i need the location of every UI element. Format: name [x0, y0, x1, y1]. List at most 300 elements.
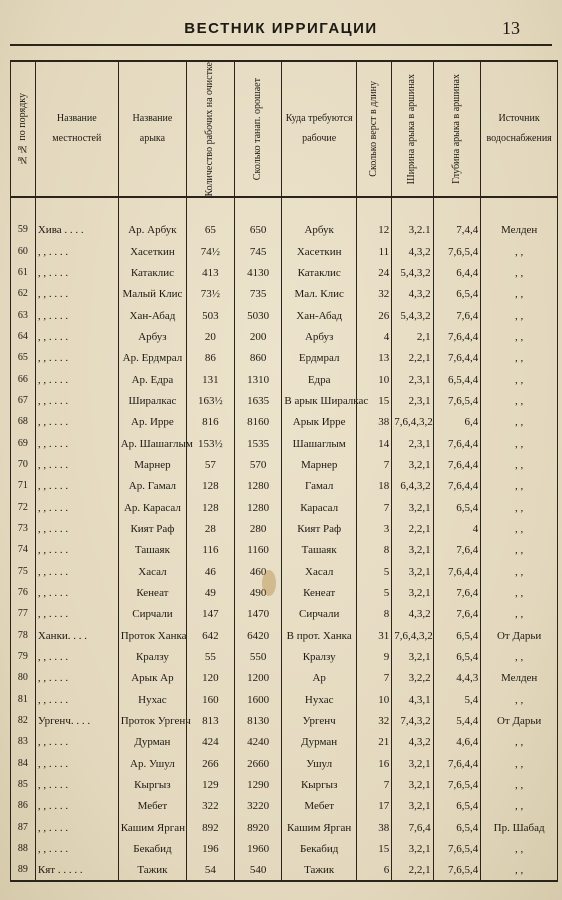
cell-water-source: , , [481, 582, 558, 603]
cell-depth-arshin: 4,6,4 [433, 732, 481, 753]
cell-tanap-irrigated: 1200 [234, 668, 282, 689]
cell-row-number: 68 [11, 412, 36, 433]
cell-width-arshin: 2,3,1 [392, 369, 433, 390]
cell-water-source: Мелден [481, 668, 558, 689]
cell-locality: , , . . . . [35, 305, 118, 326]
cell-locality: , , . . . . [35, 540, 118, 561]
cell-locality: , , . . . . [35, 668, 118, 689]
cell-destination: Кыргыз [282, 774, 357, 795]
cell-tanap-irrigated: 1960 [234, 838, 282, 859]
cell-row-number: 89 [11, 860, 36, 881]
cell-length-versts: 26 [356, 305, 391, 326]
cell-row-number: 74 [11, 540, 36, 561]
cell-canal-name: Ширалкас [118, 390, 186, 411]
cell-row-number: 77 [11, 604, 36, 625]
cell-canal-name: Хасеткин [118, 241, 186, 262]
cell-locality: Ургенч. . . . [35, 710, 118, 731]
cell-tanap-irrigated: 490 [234, 582, 282, 603]
table-row [11, 348, 558, 369]
cell-workers-count: 892 [187, 817, 235, 838]
cell-destination: Ушул [282, 753, 357, 774]
cell-row-number: 69 [11, 433, 36, 454]
cell-width-arshin: 3,2.1 [392, 219, 433, 240]
cell-destination: Мал. Клис [282, 284, 357, 305]
cell-canal-name: Кыргыз [118, 774, 186, 795]
cell-length-versts: 5 [356, 582, 391, 603]
table-row [11, 540, 558, 561]
cell-canal-name: Тажик [118, 860, 186, 881]
cell-locality: , , . . . . [35, 774, 118, 795]
cell-tanap-irrigated: 1600 [234, 689, 282, 710]
cell-canal-name: Ар. Шашаглым [118, 433, 186, 454]
cell-canal-name: Кенеат [118, 582, 186, 603]
cell-water-source: , , [481, 732, 558, 753]
cell-destination: Ташаяк [282, 540, 357, 561]
cell-depth-arshin: 7,6,4,4 [433, 753, 481, 774]
table-spacer-row [11, 197, 558, 219]
cell-row-number: 60 [11, 241, 36, 262]
cell-length-versts: 15 [356, 390, 391, 411]
cell-row-number: 66 [11, 369, 36, 390]
cell-water-source: , , [481, 454, 558, 475]
cell-locality: , , . . . . [35, 561, 118, 582]
cell-water-source: От Дарьи [481, 710, 558, 731]
cell-destination: Катаклис [282, 262, 357, 283]
table-row [11, 497, 558, 518]
cell-locality: , , . . . . [35, 732, 118, 753]
cell-canal-name: Сирчали [118, 604, 186, 625]
cell-row-number: 63 [11, 305, 36, 326]
cell-depth-arshin: 6,5,4 [433, 646, 481, 667]
cell-water-source: , , [481, 604, 558, 625]
cell-length-versts: 5 [356, 561, 391, 582]
cell-destination: В прот. Ханка [282, 625, 357, 646]
cell-workers-count: 642 [187, 625, 235, 646]
cell-destination: Марнер [282, 454, 357, 475]
cell-workers-count: 20 [187, 326, 235, 347]
cell-tanap-irrigated: 550 [234, 646, 282, 667]
cell-destination: Арык Ирре [282, 412, 357, 433]
cell-workers-count: 424 [187, 732, 235, 753]
cell-workers-count: 57 [187, 454, 235, 475]
cell-length-versts: 8 [356, 540, 391, 561]
cell-workers-count: 816 [187, 412, 235, 433]
table-row [11, 689, 558, 710]
cell-workers-count: 196 [187, 838, 235, 859]
cell-canal-name: Бекабид [118, 838, 186, 859]
cell-canal-name: Арык Ар [118, 668, 186, 689]
cell-depth-arshin: 7,6,4 [433, 604, 481, 625]
cell-width-arshin: 2,3,1 [392, 390, 433, 411]
cell-tanap-irrigated: 1280 [234, 476, 282, 497]
cell-length-versts: 11 [356, 241, 391, 262]
cell-width-arshin: 6,4,3,2 [392, 476, 433, 497]
cell-row-number: 76 [11, 582, 36, 603]
cell-tanap-irrigated: 1160 [234, 540, 282, 561]
cell-depth-arshin: 6,4 [433, 412, 481, 433]
cell-canal-name: Хасал [118, 561, 186, 582]
cell-destination: Мебет [282, 796, 357, 817]
cell-tanap-irrigated: 570 [234, 454, 282, 475]
cell-workers-count: 163½ [187, 390, 235, 411]
cell-water-source: , , [481, 774, 558, 795]
table-row [11, 710, 558, 731]
paper-stain [262, 570, 276, 596]
cell-destination: Дурман [282, 732, 357, 753]
table-row [11, 262, 558, 283]
cell-locality: , , . . . . [35, 241, 118, 262]
cell-water-source: , , [481, 284, 558, 305]
cell-length-versts: 3 [356, 518, 391, 539]
cell-destination: Хасал [282, 561, 357, 582]
irrigation-table [10, 60, 558, 882]
cell-canal-name: Катаклис [118, 262, 186, 283]
table-row [11, 753, 558, 774]
cell-tanap-irrigated: 5030 [234, 305, 282, 326]
cell-depth-arshin: 5,4,4 [433, 710, 481, 731]
cell-width-arshin: 4,3,2 [392, 284, 433, 305]
cell-locality: Кят . . . . . [35, 860, 118, 881]
cell-width-arshin: 3,2,2 [392, 668, 433, 689]
cell-tanap-irrigated: 2660 [234, 753, 282, 774]
cell-length-versts: 15 [356, 838, 391, 859]
cell-depth-arshin: 7,6,4,4 [433, 348, 481, 369]
table-row [11, 604, 558, 625]
cell-water-source: От Дарьи [481, 625, 558, 646]
cell-destination: Кенеат [282, 582, 357, 603]
cell-water-source: , , [481, 838, 558, 859]
cell-water-source: , , [481, 390, 558, 411]
cell-canal-name: Ташаяк [118, 540, 186, 561]
table-row [11, 646, 558, 667]
cell-depth-arshin: 7,6,5,4 [433, 860, 481, 881]
cell-canal-name: Проток Ханка [118, 625, 186, 646]
cell-destination: Нухас [282, 689, 357, 710]
cell-length-versts: 13 [356, 348, 391, 369]
cell-length-versts: 18 [356, 476, 391, 497]
cell-width-arshin: 2,2,1 [392, 518, 433, 539]
cell-width-arshin: 4,3,1 [392, 689, 433, 710]
cell-workers-count: 322 [187, 796, 235, 817]
cell-locality: , , . . . . [35, 518, 118, 539]
cell-canal-name: Кашим Ярган [118, 817, 186, 838]
cell-water-source: , , [481, 497, 558, 518]
cell-length-versts: 7 [356, 668, 391, 689]
cell-width-arshin: 3,2,1 [392, 582, 433, 603]
cell-width-arshin: 3,2,1 [392, 540, 433, 561]
table-row [11, 241, 558, 262]
cell-row-number: 61 [11, 262, 36, 283]
cell-destination: В арык Ширалкас [282, 390, 357, 411]
cell-width-arshin: 3,2,1 [392, 753, 433, 774]
cell-tanap-irrigated: 280 [234, 518, 282, 539]
cell-depth-arshin: 7,6,5,4 [433, 774, 481, 795]
cell-water-source: , , [481, 262, 558, 283]
cell-workers-count: 120 [187, 668, 235, 689]
cell-width-arshin: 2,2,1 [392, 860, 433, 881]
cell-destination: Ар [282, 668, 357, 689]
cell-locality: , , . . . . [35, 476, 118, 497]
cell-locality: , , . . . . [35, 433, 118, 454]
cell-locality: Хива . . . . [35, 219, 118, 240]
cell-length-versts: 7 [356, 497, 391, 518]
cell-canal-name: Дурман [118, 732, 186, 753]
cell-locality: , , . . . . [35, 817, 118, 838]
cell-row-number: 70 [11, 454, 36, 475]
cell-workers-count: 147 [187, 604, 235, 625]
cell-canal-name: Марнер [118, 454, 186, 475]
cell-row-number: 87 [11, 817, 36, 838]
cell-row-number: 67 [11, 390, 36, 411]
col-header-length: Сколько верст в длину [356, 61, 391, 197]
cell-workers-count: 54 [187, 860, 235, 881]
cell-tanap-irrigated: 1470 [234, 604, 282, 625]
cell-length-versts: 16 [356, 753, 391, 774]
cell-destination: Бекабид [282, 838, 357, 859]
cell-locality: , , . . . . [35, 369, 118, 390]
cell-length-versts: 32 [356, 284, 391, 305]
cell-depth-arshin: 7,6,5,4 [433, 838, 481, 859]
cell-length-versts: 12 [356, 219, 391, 240]
cell-locality: , , . . . . [35, 838, 118, 859]
cell-locality: , , . . . . [35, 284, 118, 305]
cell-tanap-irrigated: 8920 [234, 817, 282, 838]
cell-tanap-irrigated: 650 [234, 219, 282, 240]
cell-water-source: , , [481, 433, 558, 454]
cell-width-arshin: 7,6,4 [392, 817, 433, 838]
cell-row-number: 75 [11, 561, 36, 582]
cell-tanap-irrigated: 745 [234, 241, 282, 262]
cell-canal-name: Арбуз [118, 326, 186, 347]
cell-destination: Гамал [282, 476, 357, 497]
cell-workers-count: 413 [187, 262, 235, 283]
cell-workers-count: 266 [187, 753, 235, 774]
cell-tanap-irrigated: 460 [234, 561, 282, 582]
cell-tanap-irrigated: 1535 [234, 433, 282, 454]
cell-width-arshin: 4,3,2 [392, 241, 433, 262]
cell-destination: Арбук [282, 219, 357, 240]
cell-width-arshin: 4,3,2 [392, 604, 433, 625]
cell-water-source: , , [481, 476, 558, 497]
cell-locality: , , . . . . [35, 753, 118, 774]
cell-tanap-irrigated: 1290 [234, 774, 282, 795]
cell-row-number: 84 [11, 753, 36, 774]
cell-locality: , , . . . . [35, 326, 118, 347]
cell-width-arshin: 2,2,1 [392, 348, 433, 369]
cell-row-number: 85 [11, 774, 36, 795]
col-header-depth: Глубина арыка в аршинах [433, 61, 481, 197]
table-row [11, 518, 558, 539]
cell-water-source: , , [481, 241, 558, 262]
cell-destination: Тажик [282, 860, 357, 881]
cell-depth-arshin: 7,6,5,4 [433, 390, 481, 411]
cell-row-number: 59 [11, 219, 36, 240]
cell-row-number: 64 [11, 326, 36, 347]
cell-depth-arshin: 6,5,4 [433, 497, 481, 518]
cell-depth-arshin: 7,6,4 [433, 582, 481, 603]
cell-depth-arshin: 7,6,4,4 [433, 561, 481, 582]
cell-water-source: , , [481, 518, 558, 539]
cell-canal-name: Ар. Арбук [118, 219, 186, 240]
cell-depth-arshin: 6,5,4 [433, 284, 481, 305]
cell-workers-count: 55 [187, 646, 235, 667]
cell-tanap-irrigated: 1310 [234, 369, 282, 390]
cell-tanap-irrigated: 540 [234, 860, 282, 881]
cell-length-versts: 38 [356, 412, 391, 433]
col-header-canal: Название арыка [118, 61, 186, 197]
cell-workers-count: 128 [187, 497, 235, 518]
cell-row-number: 83 [11, 732, 36, 753]
table-row [11, 219, 558, 240]
cell-row-number: 82 [11, 710, 36, 731]
cell-workers-count: 131 [187, 369, 235, 390]
table-row [11, 454, 558, 475]
cell-locality: , , . . . . [35, 348, 118, 369]
cell-row-number: 78 [11, 625, 36, 646]
cell-depth-arshin: 4 [433, 518, 481, 539]
cell-destination: Ердмрал [282, 348, 357, 369]
cell-depth-arshin: 7,6,4 [433, 305, 481, 326]
cell-depth-arshin: 7,6,4,4 [433, 476, 481, 497]
cell-row-number: 71 [11, 476, 36, 497]
cell-length-versts: 24 [356, 262, 391, 283]
cell-length-versts: 21 [356, 732, 391, 753]
table-row [11, 305, 558, 326]
table-row [11, 561, 558, 582]
page-number: 13 [502, 18, 520, 38]
cell-locality: , , . . . . [35, 497, 118, 518]
cell-tanap-irrigated: 3220 [234, 796, 282, 817]
cell-row-number: 73 [11, 518, 36, 539]
cell-water-source: , , [481, 860, 558, 881]
cell-row-number: 72 [11, 497, 36, 518]
col-header-workers: Количество рабочих на очистке [187, 61, 235, 197]
cell-canal-name: Кият Раф [118, 518, 186, 539]
cell-width-arshin: 3,2,1 [392, 796, 433, 817]
cell-length-versts: 6 [356, 860, 391, 881]
cell-destination: Кият Раф [282, 518, 357, 539]
cell-depth-arshin: 6,5,4 [433, 796, 481, 817]
cell-depth-arshin: 7,4,4 [433, 219, 481, 240]
table-row [11, 732, 558, 753]
cell-workers-count: 49 [187, 582, 235, 603]
cell-workers-count: 153½ [187, 433, 235, 454]
cell-canal-name: Малый Клис [118, 284, 186, 305]
cell-width-arshin: 5,4,3,2 [392, 305, 433, 326]
cell-length-versts: 10 [356, 369, 391, 390]
table-row [11, 774, 558, 795]
cell-length-versts: 9 [356, 646, 391, 667]
cell-workers-count: 116 [187, 540, 235, 561]
table-row [11, 817, 558, 838]
cell-destination: Ургенч [282, 710, 357, 731]
cell-destination: Хан-Абад [282, 305, 357, 326]
col-header-source: Источник водоснабжения [481, 61, 558, 197]
table-row [11, 796, 558, 817]
cell-length-versts: 7 [356, 454, 391, 475]
cell-tanap-irrigated: 4240 [234, 732, 282, 753]
table-row [11, 284, 558, 305]
cell-locality: , , . . . . [35, 454, 118, 475]
cell-workers-count: 813 [187, 710, 235, 731]
cell-depth-arshin: 5,4 [433, 689, 481, 710]
cell-tanap-irrigated: 200 [234, 326, 282, 347]
cell-depth-arshin: 6,5,4 [433, 625, 481, 646]
cell-destination: Хасеткин [282, 241, 357, 262]
cell-width-arshin: 3,2,1 [392, 497, 433, 518]
cell-row-number: 88 [11, 838, 36, 859]
cell-depth-arshin: 7,6,4,4 [433, 454, 481, 475]
cell-water-source: , , [481, 305, 558, 326]
cell-width-arshin: 2,1 [392, 326, 433, 347]
cell-depth-arshin: 7,6,4,4 [433, 433, 481, 454]
cell-water-source: , , [481, 646, 558, 667]
cell-length-versts: 4 [356, 326, 391, 347]
col-header-destination: Куда требуются рабочие [282, 61, 357, 197]
cell-tanap-irrigated: 860 [234, 348, 282, 369]
cell-canal-name: Хан-Абад [118, 305, 186, 326]
cell-width-arshin: 5,4,3,2 [392, 262, 433, 283]
cell-water-source: Мелден [481, 219, 558, 240]
cell-tanap-irrigated: 6420 [234, 625, 282, 646]
cell-destination: Кралзу [282, 646, 357, 667]
table-body [11, 197, 558, 881]
cell-locality: , , . . . . [35, 262, 118, 283]
cell-depth-arshin: 4,4,3 [433, 668, 481, 689]
cell-workers-count: 46 [187, 561, 235, 582]
table-row [11, 582, 558, 603]
cell-width-arshin: 3,2,1 [392, 561, 433, 582]
cell-depth-arshin: 6,5,4 [433, 817, 481, 838]
cell-tanap-irrigated: 1635 [234, 390, 282, 411]
cell-tanap-irrigated: 1280 [234, 497, 282, 518]
cell-row-number: 80 [11, 668, 36, 689]
cell-length-versts: 17 [356, 796, 391, 817]
cell-length-versts: 38 [356, 817, 391, 838]
cell-length-versts: 14 [356, 433, 391, 454]
cell-row-number: 79 [11, 646, 36, 667]
cell-canal-name: Проток Ургенч [118, 710, 186, 731]
table-row [11, 369, 558, 390]
cell-canal-name: Ар. Ирре [118, 412, 186, 433]
cell-destination: Карасал [282, 497, 357, 518]
cell-destination: Шашаглым [282, 433, 357, 454]
cell-canal-name: Ар. Карасал [118, 497, 186, 518]
table-row [11, 476, 558, 497]
table-row [11, 860, 558, 881]
cell-width-arshin: 7,6,4,3,2 [392, 412, 433, 433]
cell-width-arshin: 2,3,1 [392, 433, 433, 454]
cell-depth-arshin: 7,6,5,4 [433, 241, 481, 262]
cell-tanap-irrigated: 8160 [234, 412, 282, 433]
cell-locality: , , . . . . [35, 582, 118, 603]
header-rule [10, 44, 552, 46]
table-row [11, 668, 558, 689]
cell-canal-name: Кралзу [118, 646, 186, 667]
cell-water-source: , , [481, 326, 558, 347]
cell-water-source: , , [481, 412, 558, 433]
cell-tanap-irrigated: 735 [234, 284, 282, 305]
cell-width-arshin: 7,6,4,3,2 [392, 625, 433, 646]
cell-locality: , , . . . . [35, 646, 118, 667]
cell-water-source: , , [481, 796, 558, 817]
cell-locality: , , . . . . [35, 796, 118, 817]
cell-workers-count: 128 [187, 476, 235, 497]
cell-depth-arshin: 7,6,4,4 [433, 326, 481, 347]
cell-depth-arshin: 6,4,4 [433, 262, 481, 283]
cell-canal-name: Ар. Ердмрал [118, 348, 186, 369]
cell-locality: , , . . . . [35, 390, 118, 411]
